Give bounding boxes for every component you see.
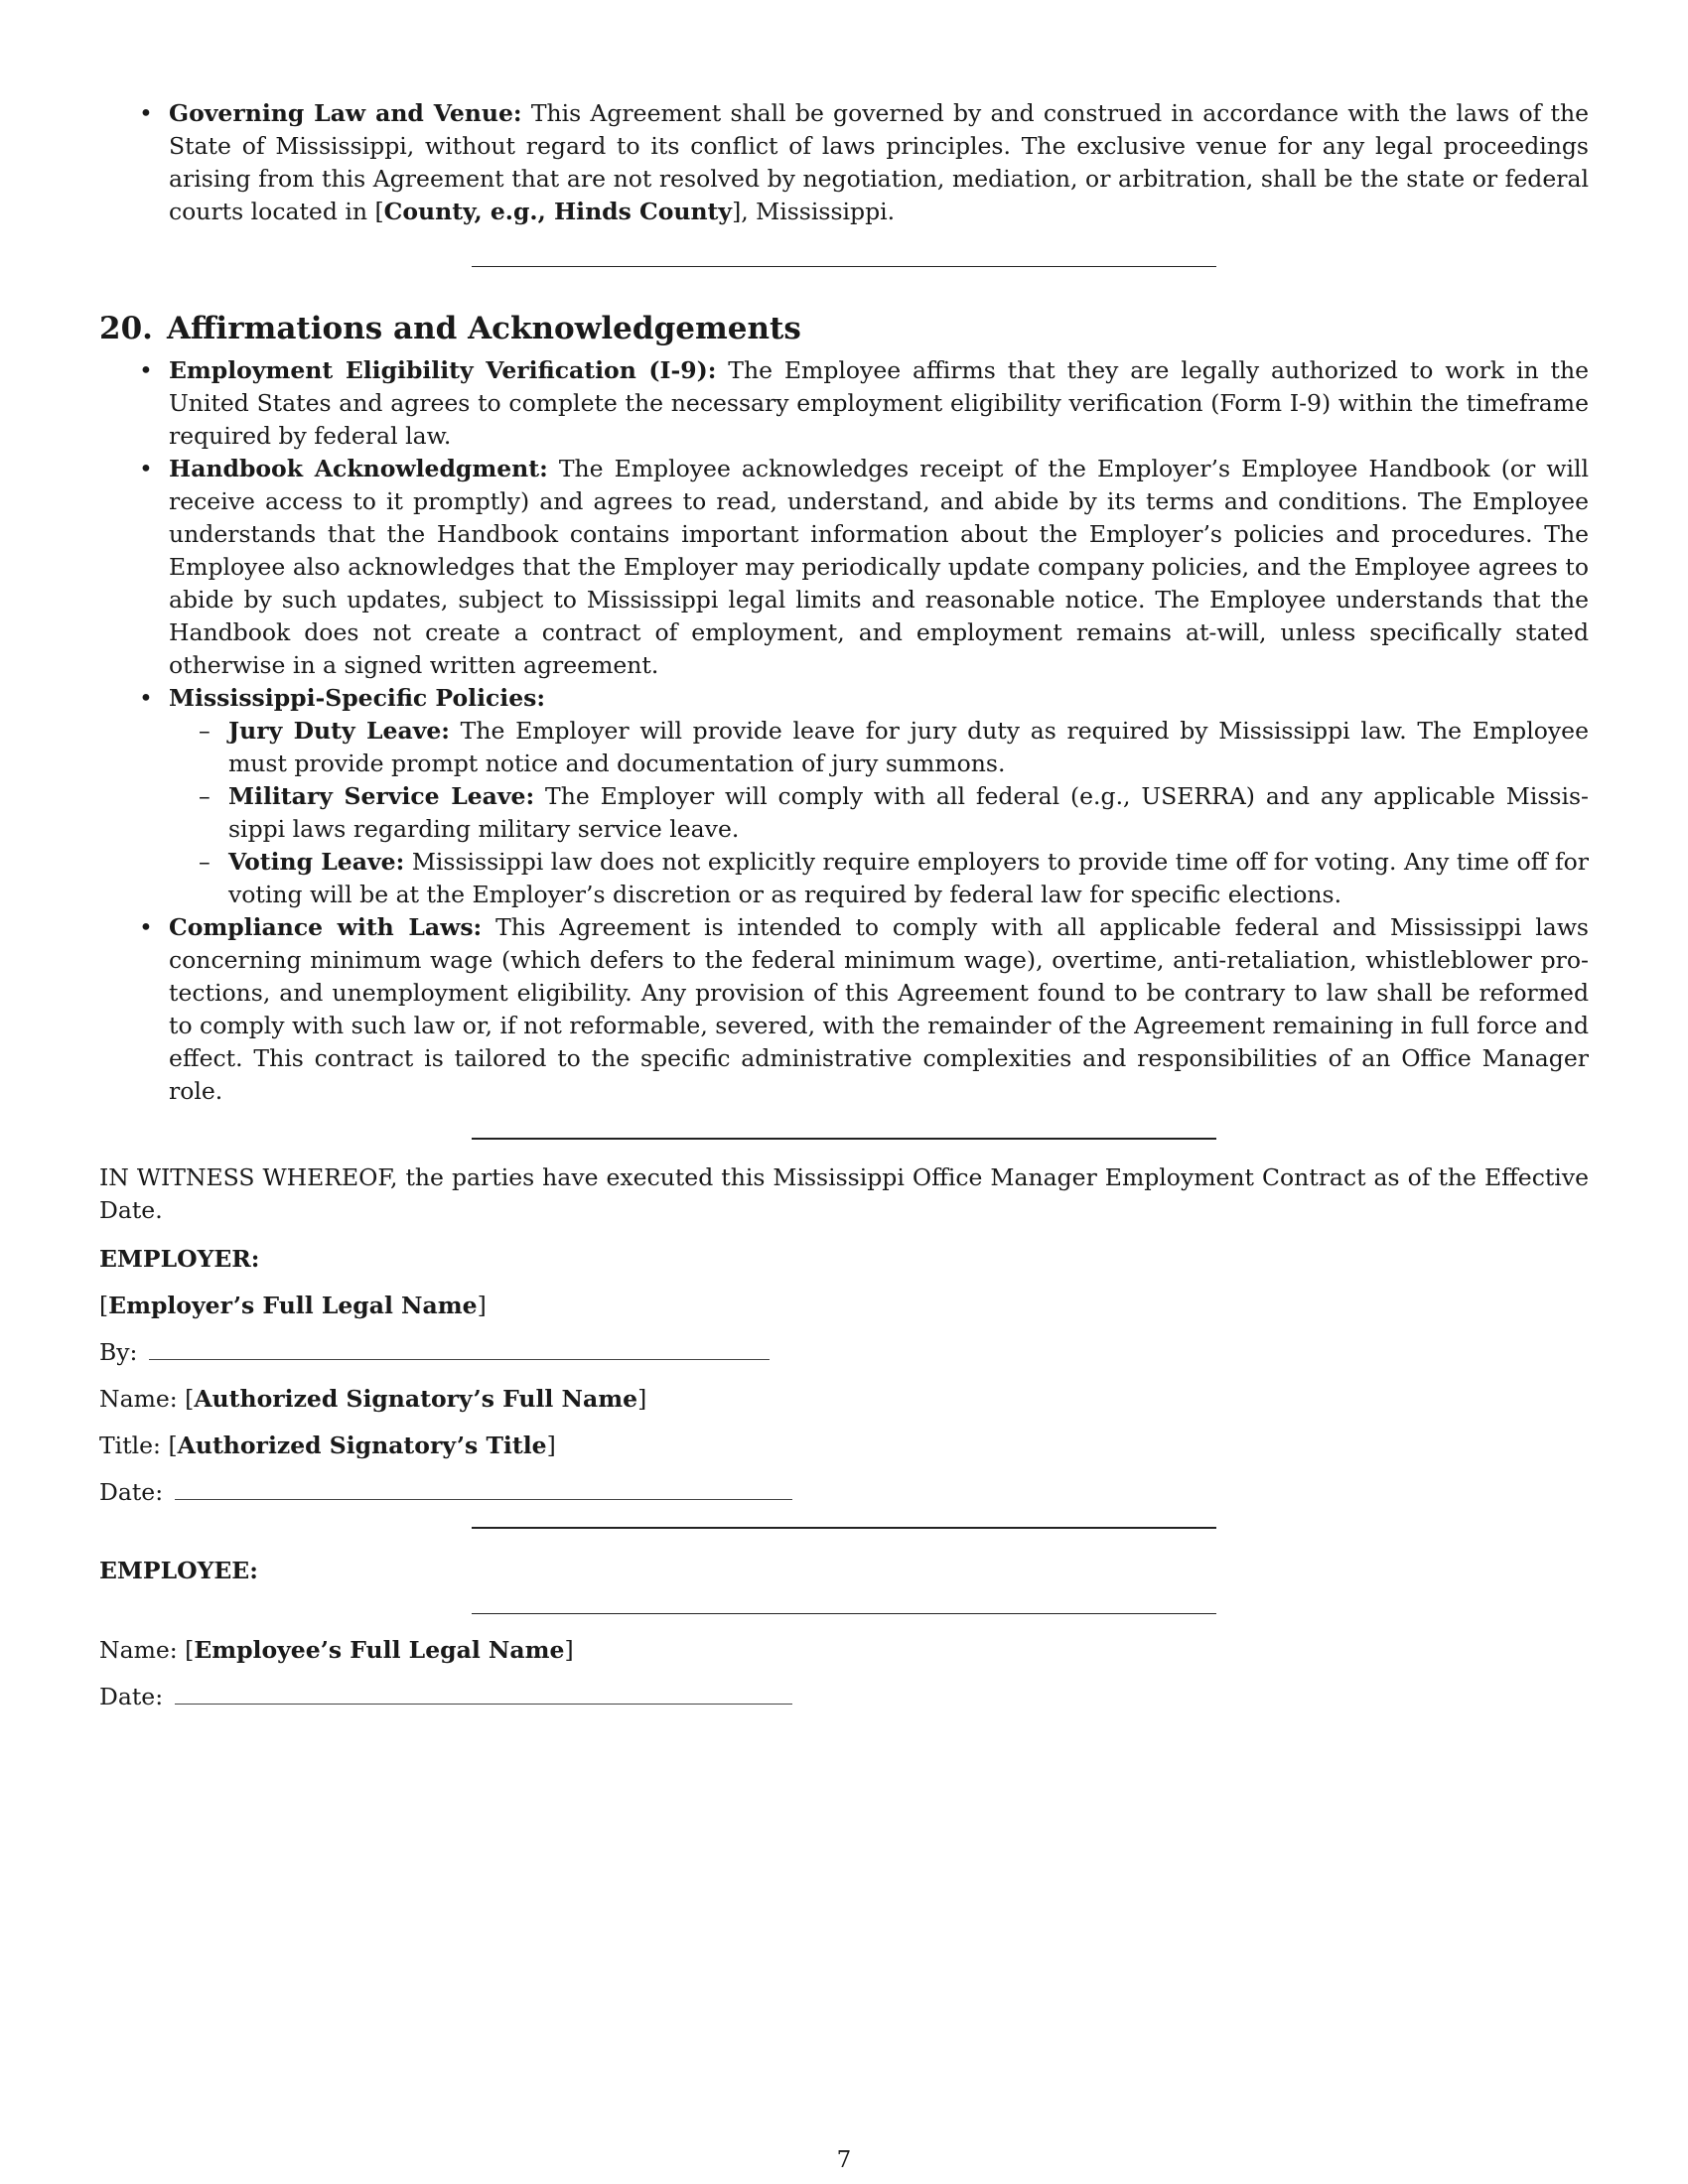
governing-text-end: , Mississippi.	[741, 198, 896, 225]
list-item-handbook	[169, 453, 1589, 682]
employee-name-placeholder: Employee’s Full Legal Name	[194, 1636, 565, 1664]
voting-text: Mississippi law does not explicitly require employers to provide time off for voting. Any time off for voting will be at the Employer’s discretion or as required by federal law for specific elections.	[228, 848, 1589, 908]
employer-legal-name-value: Employer’s Full Legal Name	[108, 1292, 478, 1319]
employee-heading-text: EMPLOYEE:	[99, 1557, 258, 1584]
employer-legal-name: [Employer’s Full Legal Name]	[99, 1292, 487, 1319]
employee-name-line: Name: [Employee’s Full Legal Name]	[99, 1636, 574, 1664]
signatory-title-placeholder: Authorized Signatory’s Title	[177, 1432, 547, 1459]
bracket: ]	[732, 198, 742, 225]
list-item-compliance	[169, 911, 1589, 1108]
ms-policies-label: Mississippi-Specific Policies:	[169, 684, 546, 712]
employer-date-line	[99, 1476, 1589, 1509]
military-label: Military Service Leave:	[228, 782, 535, 810]
governing-law-item	[169, 97, 1589, 228]
list-item-i9	[169, 354, 1589, 453]
handbook-text: The Employee acknowledges receipt of the Employer’s Employee Handbook (or will receive access to it promptly) and agrees to read, understand, and abide by its terms and conditions. The Employee understands that the Handbook contains important information about the Employer’s policies and procedures. The Employee also acknowledges that the Employer may periodically update company policies, and the Employee agrees to abide by such updates, subject to Mississippi legal limits and reasonable notice. The Employee understands that the Handbook does not create a contract of employment, and employment remains at-will, unless specifically stated otherwise in a signed written agreement.	[169, 455, 1589, 679]
compliance-text: This Agreement is intended to comply with all applicable federal and Mississippi laws concerning minimum wage (which defers to the federal minimum wage), overtime, anti-retaliation, whistleblower pro- tections, and unemployment eligibility. Any provision of this Agreement found to be contrary to law shall be reformed to comply with such law or, if not reformable, severed, with the remainder of the Agreement remaining in full force and effect. This contract is tailored to the specific administrative complexities and responsibilities of an Office Manager role.	[169, 913, 1589, 1105]
sublist-item-voting	[228, 846, 1589, 911]
by-label: By:	[99, 1338, 138, 1366]
compliance-label: Compliance with Laws:	[169, 913, 483, 941]
employee-heading	[99, 1555, 1589, 1587]
ms-policies-sublist	[169, 715, 1589, 911]
employer-name-line: Name: [Authorized Signatory’s Full Name]	[99, 1385, 647, 1413]
section-divider	[472, 266, 1216, 267]
governing-label: Governing Law and Venue:	[169, 99, 522, 127]
voting-label: Voting Leave:	[228, 848, 405, 876]
bracket: [	[374, 198, 384, 225]
employer-heading-text: EMPLOYER:	[99, 1245, 260, 1273]
employer-block	[99, 1243, 1589, 1509]
employer-signature-line[interactable]	[149, 1337, 770, 1360]
employee-date-line	[99, 1681, 1589, 1713]
list-item-ms-policies	[169, 682, 1589, 911]
name-label: Name:	[99, 1636, 178, 1664]
jury-label: Jury Duty Leave:	[228, 717, 450, 745]
county-placeholder: County, e.g., Hinds County	[383, 198, 733, 225]
page-number: 7	[836, 2147, 852, 2173]
section-heading-20	[99, 309, 1589, 348]
employee-date-field[interactable]	[175, 1682, 792, 1705]
title-label: Title:	[99, 1432, 161, 1459]
date-label: Date:	[99, 1683, 164, 1710]
handbook-label: Handbook Acknowledgment:	[169, 455, 548, 482]
military-text: The Employer will comply with all federal (e.g., USERRA) and any applicable Missis- sippi laws regarding military service leave.	[228, 782, 1589, 843]
date-label: Date:	[99, 1478, 164, 1506]
signature-divider	[472, 1138, 1216, 1140]
employer-by-line	[99, 1336, 1589, 1369]
sublist-item-military	[228, 780, 1589, 846]
section-title: Affirmations and Acknowledgements	[166, 311, 801, 346]
document-page	[99, 97, 1589, 1727]
signatory-name-placeholder: Authorized Signatory’s Full Name	[194, 1385, 638, 1413]
governing-list	[99, 97, 1589, 228]
employee-signature-line[interactable]	[472, 1613, 1216, 1614]
jury-text: The Employer will provide leave for jury duty as required by Mississippi law. The Employee must provide prompt notice and documentation of jury summons.	[228, 717, 1589, 777]
employee-divider	[472, 1527, 1216, 1529]
i9-label: Employment Eligibility Verification (I-9):	[169, 356, 717, 384]
employer-heading	[99, 1243, 1589, 1276]
employee-block	[99, 1555, 1589, 1713]
witness-paragraph: IN WITNESS WHEREOF, the parties have executed this Mississippi Office Manager Employment Contract as of the Effective Date.	[99, 1163, 1589, 1224]
name-label: Name:	[99, 1385, 178, 1413]
sublist-item-jury	[228, 715, 1589, 780]
governing-text: This Agreement shall be governed by and construed in accordance with the laws of the State of Mississippi, without regard to its conflict of laws principles. The exclusive venue for any legal proceedings arising from this Agreement that are not resolved by negotiation, mediation, or arbitration, shall be the state or federal courts located in	[169, 99, 1589, 225]
i9-text: The Employee affirms that they are legally authorized to work in the United States and agrees to complete the necessary employment eligibility verification (Form I-9) within the timeframe required by federal law.	[169, 356, 1589, 450]
section-number: 20.	[99, 311, 153, 346]
employer-title-line: Title: [Authorized Signatory’s Title]	[99, 1432, 556, 1459]
affirmations-list	[99, 354, 1589, 1108]
employer-date-field[interactable]	[175, 1477, 792, 1500]
